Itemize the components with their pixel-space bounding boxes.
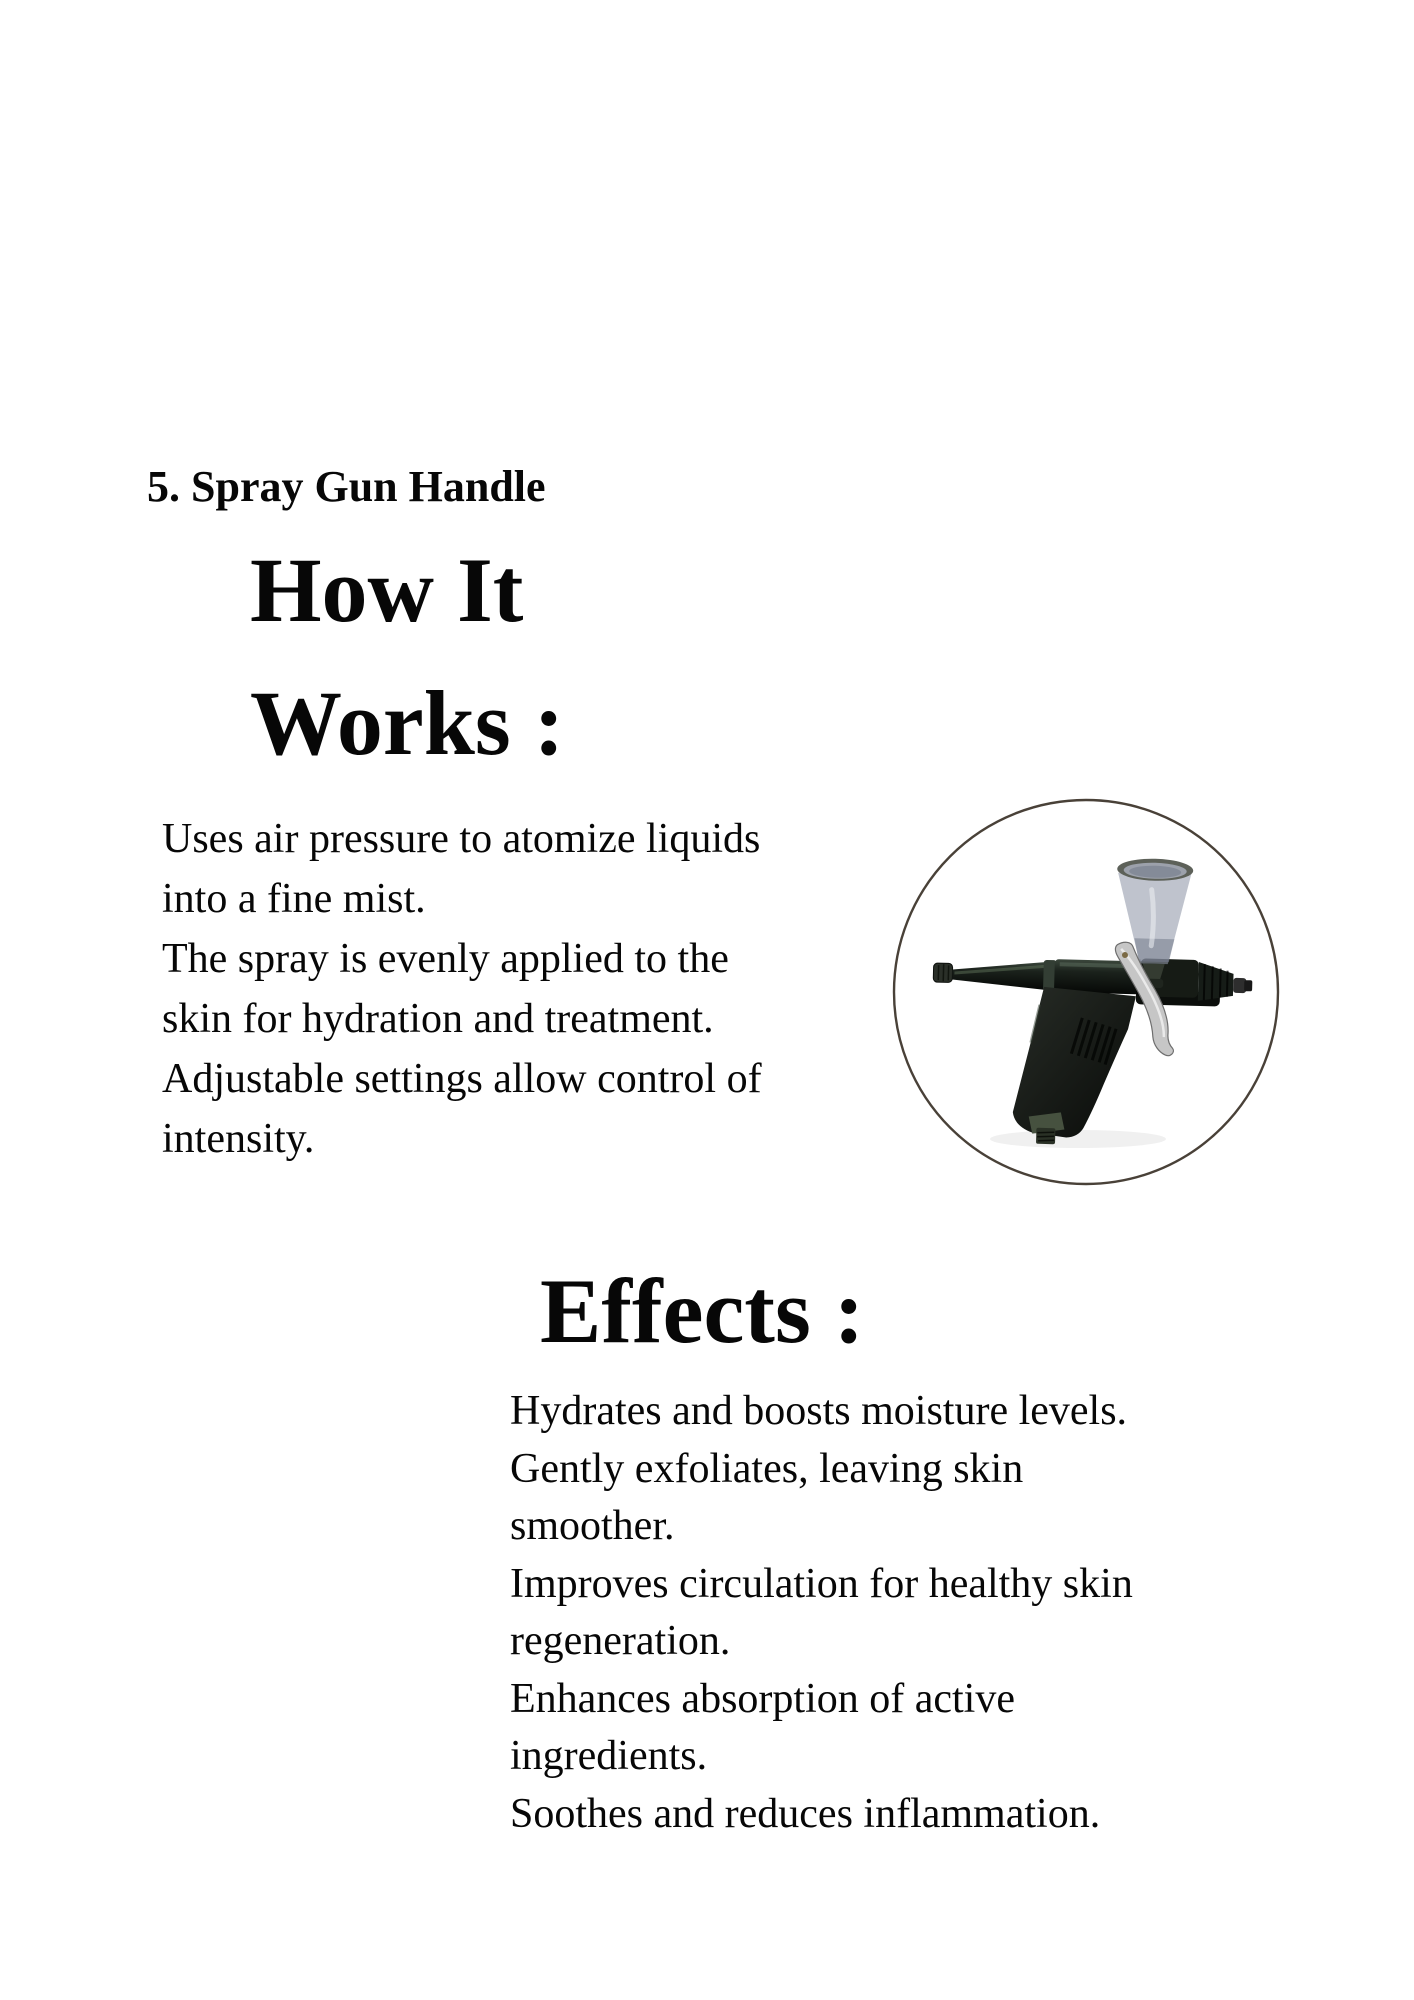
effects-heading: Effects : (540, 1260, 865, 1362)
body-line: Uses air pressure to atomize liquids (162, 816, 761, 862)
body-line: intensity. (162, 1116, 315, 1162)
body-line: Enhances absorption of active (510, 1675, 1015, 1722)
how-it-works-heading-line: How It (250, 539, 524, 641)
body-line: The spray is evenly applied to the (162, 936, 729, 982)
spray-gun-figure (886, 792, 1286, 1192)
body-line: Improves circulation for healthy skin (510, 1560, 1133, 1607)
how-it-works-heading-line: Works : (250, 672, 565, 774)
how-it-works-heading (250, 524, 564, 790)
body-line: Adjustable settings allow control of (162, 1056, 762, 1102)
body-line: Soothes and reduces inflammation. (510, 1790, 1101, 1837)
body-line: smoother. (510, 1503, 675, 1549)
section-heading: 5. Spray Gun Handle (147, 462, 546, 511)
body-line: regeneration. (510, 1618, 731, 1664)
effects-text (510, 1383, 1133, 1843)
spray-gun-photo (886, 792, 1286, 1192)
how-it-works-text (162, 809, 762, 1169)
body-line: Gently exfoliates, leaving skin (510, 1445, 1024, 1492)
body-line: Hydrates and boosts moisture levels. (510, 1388, 1128, 1434)
body-line: skin for hydration and treatment. (162, 996, 714, 1042)
body-line: ingredients. (510, 1733, 708, 1779)
body-line: into a fine mist. (162, 876, 426, 922)
